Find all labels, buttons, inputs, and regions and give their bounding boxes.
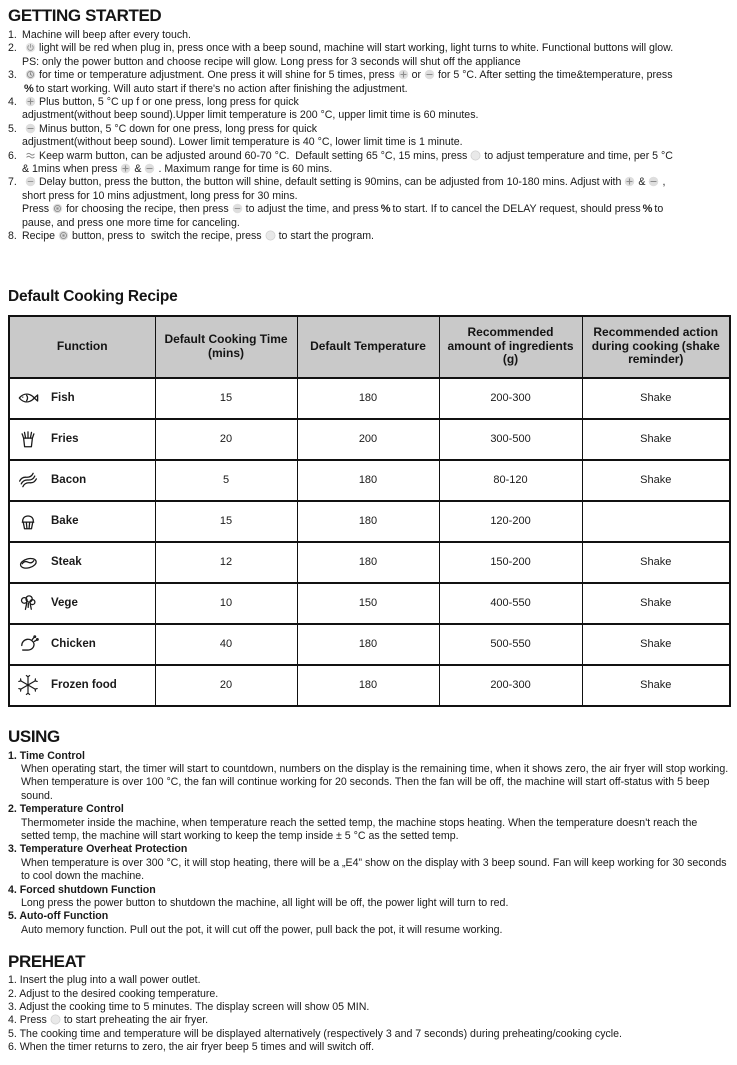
text-segment: button, press to switch the recipe, press xyxy=(71,230,262,243)
function-cell xyxy=(9,419,155,460)
minus-icon xyxy=(144,163,155,174)
instruction-item xyxy=(8,123,729,150)
recipe-section xyxy=(8,288,729,707)
start-pause-icon: % xyxy=(642,203,653,216)
table-row xyxy=(9,583,730,624)
recipe-icon xyxy=(58,230,69,241)
text-segment: Keep warm button, can be adjusted around 60-70 °C. Default setting 65 °C, 15 mins, press xyxy=(39,149,468,162)
column-header: Recommended action during cooking (shake reminder) xyxy=(582,316,730,378)
amount-cell: 500-550 xyxy=(439,624,582,665)
preheat-list xyxy=(8,974,729,1054)
time-cell: 15 xyxy=(155,378,297,419)
text-segment: adjustment(without beep sound). Lower limit temperature is 40 °C, lower limit time is 1 minute. xyxy=(22,136,463,149)
function-inner xyxy=(15,469,150,491)
text-segment: Recipe xyxy=(22,230,55,243)
table-row xyxy=(9,419,730,460)
start-pause-icon: % xyxy=(380,203,391,216)
delay-icon xyxy=(25,176,36,187)
using-title: USING xyxy=(8,726,60,746)
preheat-item xyxy=(8,1001,729,1014)
recipe-table-header xyxy=(9,316,730,378)
amount-cell: 150-200 xyxy=(439,542,582,583)
function-inner xyxy=(15,551,150,573)
function-label: Vege xyxy=(51,597,78,609)
table-row xyxy=(9,501,730,542)
plus-icon xyxy=(624,176,635,187)
action-cell xyxy=(582,501,730,542)
temperature-cell: 180 xyxy=(297,378,439,419)
getting-started-list xyxy=(8,29,729,244)
using-item-heading: 3. Temperature Overheat Protection xyxy=(8,843,188,856)
text-segment: light will be red when plug in, press once with a beep sound, machine will start working, light turns to white. Functional buttons will glow. xyxy=(39,42,674,55)
using-item-body: Thermometer inside the machine, when temperature reach the setted temp, the machine stops heating. When the temperature doesn't reach the setted temp, the machine will start working to keep the temp inside ± 5 °C as the setted temp. xyxy=(21,816,698,842)
preheat-item xyxy=(8,1028,729,1041)
function-label: Fries xyxy=(51,433,79,445)
amount-cell: 400-550 xyxy=(439,583,582,624)
text-segment: 6. When the timer returns to zero, the air fryer beep 5 times and will switch off. xyxy=(8,1041,375,1054)
function-cell xyxy=(9,583,155,624)
text-segment: short press for 10 mins adjustment, long press for 30 mins. xyxy=(22,189,298,202)
text-segment: Press xyxy=(22,203,50,216)
fries-icon xyxy=(15,428,41,450)
function-inner xyxy=(15,674,150,696)
instruction-item xyxy=(8,176,729,230)
plus-icon xyxy=(398,69,409,80)
table-row xyxy=(9,665,730,706)
function-inner xyxy=(15,592,150,614)
using-item-heading: 5. Auto-off Function xyxy=(8,910,109,923)
table-row xyxy=(9,460,730,501)
recipe-table xyxy=(8,315,731,707)
function-inner xyxy=(15,428,150,450)
power-icon xyxy=(25,42,36,53)
instruction-item xyxy=(8,29,729,42)
action-cell: Shake xyxy=(582,378,730,419)
item-number: 2. xyxy=(8,42,17,55)
function-label: Bake xyxy=(51,515,79,527)
function-cell xyxy=(9,460,155,501)
item-number: 6. xyxy=(8,149,17,162)
time-cell: 12 xyxy=(155,542,297,583)
item-body xyxy=(22,230,729,243)
function-inner xyxy=(15,510,150,532)
text-segment: & xyxy=(134,163,142,176)
text-segment: , xyxy=(662,176,666,189)
item-number: 7. xyxy=(8,176,17,189)
function-cell xyxy=(9,501,155,542)
column-header: Function xyxy=(9,316,155,378)
start-icon xyxy=(265,230,276,241)
item-body xyxy=(22,69,729,96)
action-cell: Shake xyxy=(582,624,730,665)
preheat-item xyxy=(8,974,729,987)
item-body xyxy=(22,123,729,150)
text-segment: Machine will beep after every touch. xyxy=(22,29,191,41)
using-item-heading: 4. Forced shutdown Function xyxy=(8,883,156,896)
text-segment: Delay button, press the button, the button will shine, default setting is 90mins, can be adjusted from 10-180 mins. Adjust with xyxy=(39,176,622,189)
fish-icon xyxy=(15,387,41,409)
amount-cell: 80-120 xyxy=(439,460,582,501)
text-segment: for choosing the recipe, then press xyxy=(66,203,229,216)
using-item-body: When operating start, the timer will start to countdown, numbers on the display is the remaining time, when it shows zero, the air fryer will stop working. When temperature is over 100 °C, the fan will continue working for 20 seconds. Then the fan will be off, the machine will start off-status with 5 beep sound. xyxy=(21,762,729,802)
using-list xyxy=(8,750,729,938)
function-cell xyxy=(9,542,155,583)
item-number: 5. xyxy=(8,122,17,135)
using-item-body: Long press the power button to shutdown the machine, all light will be off, the power light will turn to red. xyxy=(21,896,509,909)
time-cell: 15 xyxy=(155,501,297,542)
using-section xyxy=(8,727,729,938)
text-segment: & xyxy=(638,176,646,189)
minus-icon xyxy=(25,123,36,134)
text-segment: 3. Adjust the cooking time to 5 minutes. The display screen will show 05 MIN. xyxy=(8,1001,370,1013)
text-segment: Minus button, 5 °C down for one press, long press for quick xyxy=(39,122,318,135)
function-label: Chicken xyxy=(51,638,96,650)
time-cell: 20 xyxy=(155,665,297,706)
action-cell: Shake xyxy=(582,583,730,624)
plus-icon xyxy=(25,96,36,107)
function-inner xyxy=(15,633,150,655)
amount-cell: 200-300 xyxy=(439,665,582,706)
preheat-item xyxy=(8,988,729,1001)
amount-cell: 120-200 xyxy=(439,501,582,542)
temperature-cell: 180 xyxy=(297,665,439,706)
item-number: 3. xyxy=(8,69,17,82)
text-segment: PS: only the power button and choose recipe will glow. Long press for 3 seconds will shut off the appliance xyxy=(22,55,521,68)
text-segment: 2. Adjust to the desired cooking temperature. xyxy=(8,987,219,1000)
temperature-cell: 180 xyxy=(297,624,439,665)
text-segment: 5. The cooking time and temperature will be displayed alternatively (respectively 3 and 7 seconds) during preheating/cooking cycle. xyxy=(8,1027,622,1040)
item-body xyxy=(22,176,729,230)
amount-cell: 200-300 xyxy=(439,378,582,419)
time-cell: 10 xyxy=(155,583,297,624)
function-inner xyxy=(15,387,150,409)
preheat-item xyxy=(8,1014,729,1027)
minus-icon xyxy=(648,176,659,187)
action-cell: Shake xyxy=(582,665,730,706)
text-segment: . Maximum range for time is 60 mins. xyxy=(158,163,333,176)
start-icon xyxy=(50,1014,61,1025)
getting-started-title: GETTING STARTED xyxy=(8,6,162,25)
instruction-item xyxy=(8,69,729,96)
text-segment: for 5 °C. After setting the time&temperature, press xyxy=(438,69,673,82)
recipe-table-title: Default Cooking Recipe xyxy=(8,287,178,305)
item-number: 4. xyxy=(8,96,17,109)
table-row xyxy=(9,542,730,583)
text-segment: or xyxy=(411,69,422,82)
text-segment: to xyxy=(654,203,664,216)
frozen-icon xyxy=(15,674,41,696)
function-label: Steak xyxy=(51,556,82,568)
vege-icon xyxy=(15,592,41,614)
delay-icon xyxy=(232,203,243,214)
function-label: Frozen food xyxy=(51,679,117,691)
text-segment: to start preheating the air fryer. xyxy=(63,1014,209,1027)
column-header: Default Temperature xyxy=(297,316,439,378)
keep-warm-icon xyxy=(25,150,36,161)
column-header: Default Cooking Time (mins) xyxy=(155,316,297,378)
preheat-title: PREHEAT xyxy=(8,952,86,972)
instruction-item xyxy=(8,150,729,177)
item-number: 1. xyxy=(8,29,17,41)
action-cell: Shake xyxy=(582,542,730,583)
time-cell: 5 xyxy=(155,460,297,501)
text-segment: to adjust temperature and time, per 5 °C xyxy=(484,149,673,162)
instruction-item xyxy=(8,230,729,243)
instruction-item xyxy=(8,42,729,69)
temperature-cell: 180 xyxy=(297,460,439,501)
using-item xyxy=(8,750,729,804)
text-segment: adjustment(without beep sound).Upper limit temperature is 200 °C, upper limit time is 60 minutes. xyxy=(22,109,479,122)
recipe-icon xyxy=(52,203,63,214)
preheat-item xyxy=(8,1041,729,1054)
text-segment: to start. If to cancel the DELAY request, should press xyxy=(392,203,641,216)
item-body xyxy=(22,42,729,69)
action-cell: Shake xyxy=(582,460,730,501)
using-item-heading: 1. Time Control xyxy=(8,749,85,762)
action-cell: Shake xyxy=(582,419,730,460)
bacon-icon xyxy=(15,469,41,491)
text-segment: & 1mins when press xyxy=(22,163,118,176)
start-icon xyxy=(470,150,481,161)
instruction-item xyxy=(8,96,729,123)
item-body xyxy=(22,29,729,42)
steak-icon xyxy=(15,551,41,573)
minus-icon xyxy=(424,69,435,80)
temperature-cell: 150 xyxy=(297,583,439,624)
function-cell xyxy=(9,378,155,419)
time-cell: 40 xyxy=(155,624,297,665)
getting-started-section xyxy=(8,6,729,244)
timer-icon xyxy=(25,69,36,80)
preheat-section xyxy=(8,952,729,1054)
temperature-cell: 200 xyxy=(297,419,439,460)
using-item xyxy=(8,803,729,843)
using-item-heading: 2. Temperature Control xyxy=(8,803,124,816)
start-pause-icon: % xyxy=(24,82,34,95)
table-row xyxy=(9,624,730,665)
item-number: 8. xyxy=(8,230,17,243)
using-item xyxy=(8,843,729,883)
time-cell: 20 xyxy=(155,419,297,460)
text-segment: to start working. Will auto start if there's no action after finishing the adjustment. xyxy=(35,82,408,95)
text-segment: 1. Insert the plug into a wall power outlet. xyxy=(8,974,201,987)
item-body xyxy=(22,150,729,177)
using-item-body: Auto memory function. Pull out the pot, it will cut off the power, pull back the pot, it will resume working. xyxy=(21,923,503,936)
using-item-body: When temperature is over 300 °C, it will stop heating, there will be a „E4” show on the display with 3 beep sound. Fan will keep working for 30 seconds to cool down the machine. xyxy=(21,856,727,883)
amount-cell: 300-500 xyxy=(439,419,582,460)
function-label: Bacon xyxy=(51,474,87,486)
text-segment: to start the program. xyxy=(278,230,374,243)
function-label: Fish xyxy=(51,392,75,404)
item-body xyxy=(22,96,729,123)
text-segment: for time or temperature adjustment. One press it will shine for 5 times, press xyxy=(39,69,395,82)
header-row xyxy=(9,316,730,378)
using-item xyxy=(8,884,729,911)
function-cell xyxy=(9,624,155,665)
temperature-cell: 180 xyxy=(297,542,439,583)
plus-icon xyxy=(120,163,131,174)
column-header: Recommended amount of ingredients (g) xyxy=(439,316,582,378)
table-row xyxy=(9,378,730,419)
chicken-icon xyxy=(15,633,41,655)
recipe-table-body xyxy=(9,378,730,706)
bake-icon xyxy=(15,510,41,532)
using-item xyxy=(8,910,729,937)
temperature-cell: 180 xyxy=(297,501,439,542)
function-cell xyxy=(9,665,155,706)
text-segment: pause, and press one more time for canceling. xyxy=(22,216,240,229)
text-segment: Plus button, 5 °C up f or one press, long press for quick xyxy=(39,96,299,109)
text-segment: to adjust the time, and press xyxy=(245,203,379,216)
text-segment: 4. Press xyxy=(8,1014,47,1027)
